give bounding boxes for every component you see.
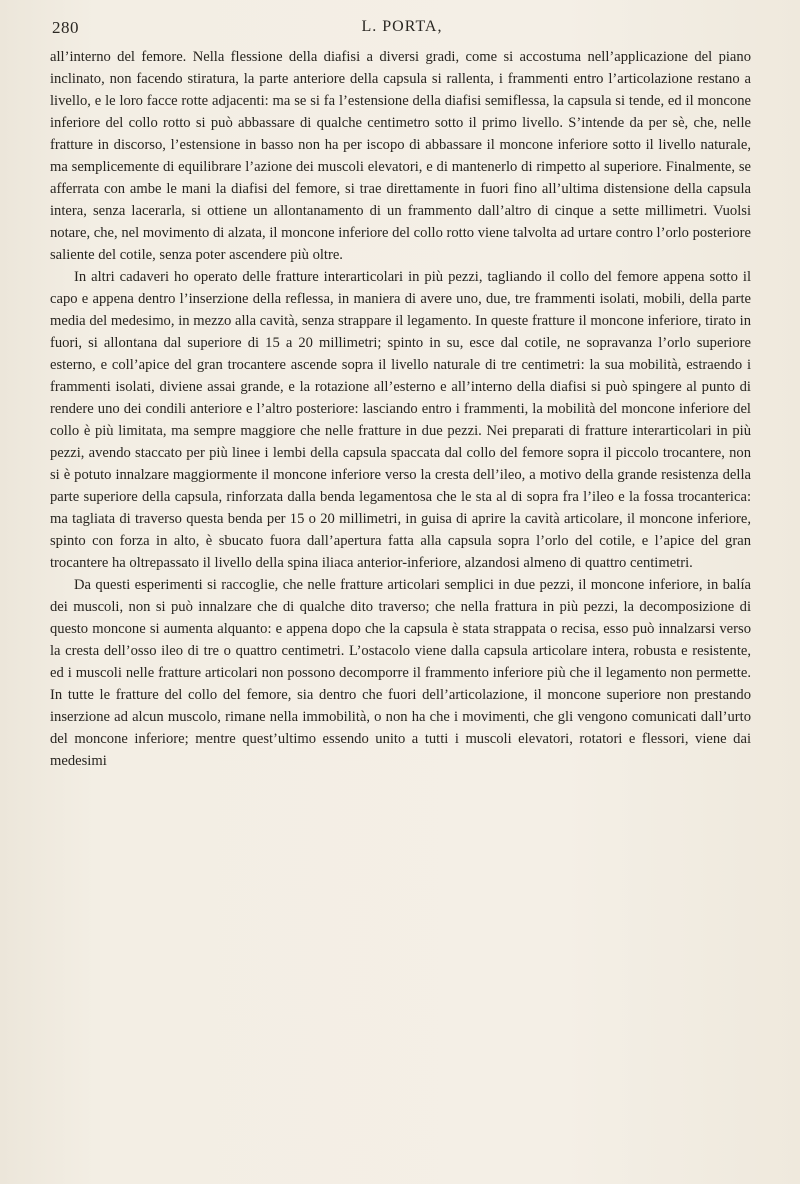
running-head: L. PORTA, (361, 18, 443, 35)
paragraph-3: Da questi esperimenti si raccoglie, che nelle fratture articolari semplici in due pezzi, il moncone inferiore, in balía dei muscoli, non si può innalzare che di qualche dito traverso; che nella frattura in più pezzi, la decomposizione di questo moncone si aumenta alquanto: e appena dopo che la capsula è stata strappata o recisa, esso può innalzarsi verso la cresta dell’osso ileo di tre o quattro centimetri. L’ostacolo viene dalla capsula articolare intera, robusta e resistente, ed i muscoli nelle fratture articolari non possono decomporre il frammento inferiore più che il legamento non permette. In tutte le fratture del collo del femore, sia dentro che fuori dell’articolazione, il moncone superiore non prestando inserzione ad alcun muscolo, rimane nella immobilità, o non ha che i movimenti, che gli vengono comunicati dall’urto del moncone inferiore; mentre quest’ultimo essendo unito a tutti i muscoli elevatori, rotatori e flessori, viene dai medesimi (50, 577, 751, 769)
body-text (50, 46, 751, 772)
paragraph-1: all’interno del femore. Nella flessione della diafisi a diversi gradi, come si accostuma nell’applicazione del piano inclinato, non facendo stiratura, la parte anteriore della capsula si rallenta, i frammenti entro l’articolazione restano a livello, e le loro facce rotte adjacenti: ma se si fa l’estensione della diafisi semiflessa, la capsula si tende, ed il moncone inferiore del collo rotto si può abbassare di qualche centimetro sotto il primo livello. S’intende da per sè, che, nelle fratture in discorso, l’estensione in basso non ha per iscopo di abbassare il moncone inferiore sotto il livello naturale, ma semplicemente di equilibrare l’azione dei muscoli elevatori, e di mantenerlo di rimpetto al superiore. Finalmente, se afferrata con ambe le mani la diafisi del femore, si trae direttamente in fuori fino all’ultima distensione della capsula intera, senza lacerarla, si ottiene un allontanamento di un frammento dall’altro di cinque a sette millimetri. Vuolsi notare, che, nel movimento di alzata, il moncone inferiore del collo rotto viene talvolta ad urtare contro l’orlo posteriore saliente del cotile, senza poter ascendere più oltre. (50, 49, 751, 263)
paragraph-2: In altri cadaveri ho operato delle fratture interarticolari in più pezzi, tagliando il collo del femore appena sotto il capo e appena dentro l’inserzione della reflessa, in maniera di avere uno, due, tre frammenti isolati, mobili, della parte media del medesimo, in mezzo alla cavità, senza strappare il legamento. In queste fratture il moncone inferiore, tirato in fuori, si allontana dal superiore di 15 a 20 millimetri; spinto in su, esce dal cotile, ne sopravanza l’orlo superiore esterno, e coll’apice del gran trocantere ascende sopra il livello naturale di tre centimetri: la sua mobilità, estraendo i frammenti isolati, diviene assai grande, e la rotazione all’esterno e all’interno della diafisi si può spingere al punto di rendere uno dei condili anteriore e l’altro posteriore: lasciando entro i frammenti, la mobilità del moncone inferiore del collo è più limitata, ma sempre maggiore che nelle fratture in due pezzi. Nei preparati di fratture interarticolari in più pezzi, avendo staccato per più linee i lembi della capsula spaccata dal collo del femore sopra il piccolo trocantere, non si è potuto innalzare maggiormente il moncone inferiore verso la cresta dell’ileo, a motivo della grande resistenza della parte superiore della capsula, rinforzata dalla benda legamentosa che le sta al di sopra fra l’ileo e la fossa trocanterica: ma tagliata di traverso questa benda per 15 o 20 millimetri, in guisa di aprire la cavità articolare, il moncone inferiore, spinto con forza in alto, è sbucato fuora dall’apertura fatta alla capsula sopra l’orlo del cotile, e l’apice del gran trocantere ha oltrepassato il livello della spina iliaca anterior-inferiore, alzandosi almeno di quattro centimetri. (50, 269, 751, 571)
page-header (52, 18, 752, 44)
page-number: 280 (52, 18, 79, 37)
